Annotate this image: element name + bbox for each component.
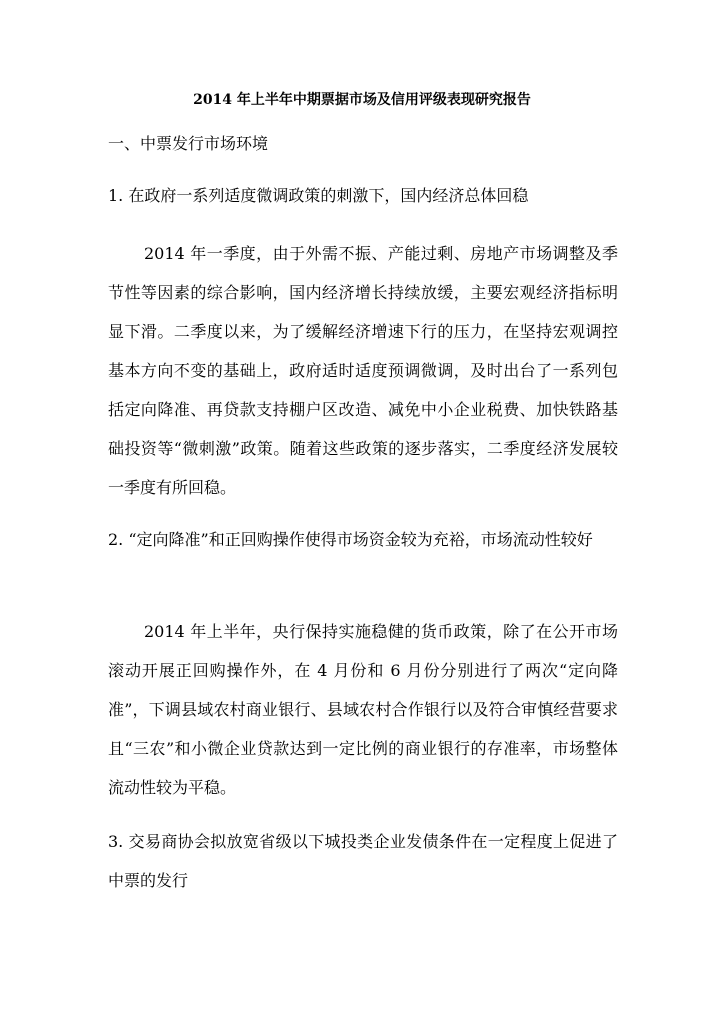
subsection-heading-3: 3. 交易商协会拟放宽省级以下城投类企业发债条件在一定程度上促进了中票的发行 [108,832,618,890]
subsection-heading-2: 2. “定向降准”和正回购操作使得市场资金较为充裕，市场流动性较好 [108,530,593,549]
body-paragraph-2: 2014 年上半年，央行保持实施稳健的货币政策，除了在公开市场滚动开展正回购操作外，在 4 月份和 6 月份分别进行了两次“定向降准”，下调县域农村商业银行、县域农村合作银行以及符合审慎经营要求且“三农”和小微企业贷款达到一定比例的商业银行的存准率，市场整体流动性较为平稳。 [108,622,618,797]
document-title: 2014 年上半年中期票据市场及信用评级表现研究报告 [193,92,531,108]
body-paragraph-1: 2014 年一季度，由于外需不振、产能过剩、房地产市场调整及季节性等因素的综合影响，国内经济增长持续放缓，主要宏观经济指标明显下滑。二季度以来，为了缓解经济增速下行的压力，在坚持宏观调控基本方向不变的基础上，政府适时适度预调微调，及时出台了一系列包括定向降准、再贷款支持棚户区改造、减免中小企业税费、加快铁路基础投资等“微刺激”政策。随着这些政策的逐步落实，二季度经济发展较一季度有所回稳。 [108,244,618,497]
subsection-heading-1: 1. 在政府一系列适度微调政策的刺激下，国内经济总体回稳 [108,186,529,205]
section-heading-1: 一、中票发行市场环境 [108,134,269,153]
